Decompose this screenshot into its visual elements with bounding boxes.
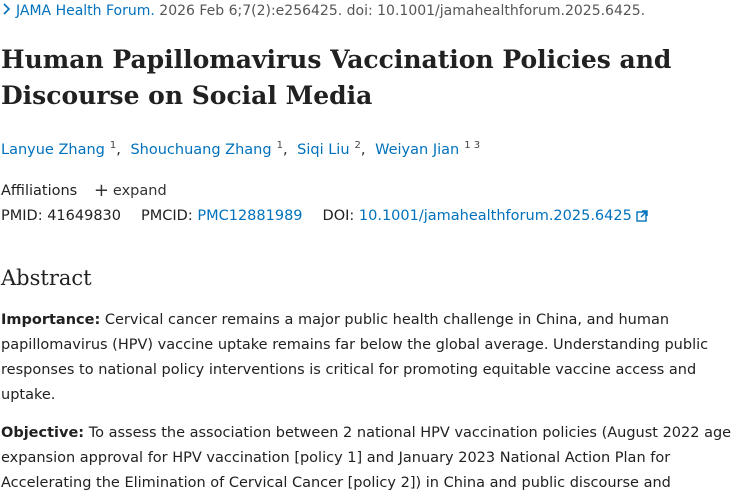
pmcid-label: PMCID:	[141, 208, 193, 224]
objective-paragraph	[1, 421, 736, 496]
author-affiliation-ref[interactable]: 1 3	[464, 140, 481, 151]
journal-link[interactable]: JAMA Health Forum.	[16, 3, 155, 19]
author-link[interactable]: Lanyue Zhang	[1, 142, 105, 158]
author-link[interactable]: Weiyan Jian	[375, 142, 460, 158]
chevron-right-icon[interactable]	[2, 3, 16, 19]
pmcid-link[interactable]: PMC12881989	[197, 208, 303, 224]
doi-label: DOI:	[322, 208, 355, 224]
objective-text: To assess the association between 2 national HPV vaccination policies (August 2022 age expansion approval for HPV vaccination [policy 1] and January 2023 National Action Plan for Accelerating the Elimination of Cervical Cancer [policy 2]) in China and public discourse and	[1, 425, 732, 491]
pmid-value: 41649830	[47, 208, 122, 224]
plus-icon: +	[93, 180, 109, 201]
author-link[interactable]: Siqi Liu	[297, 142, 350, 158]
importance-text: Cervical cancer remains a major public health challenge in China, and human papillomavirus (HPV) vaccine uptake remains far below the global average. Understanding public responses to national policy interventions is critical for promoting equitable vaccine access and uptake.	[1, 312, 709, 403]
doi-link[interactable]: 10.1001/jamahealthforum.2025.6425	[358, 208, 632, 224]
affiliations-label: Affiliations	[1, 183, 78, 199]
external-link-icon[interactable]	[636, 210, 648, 226]
affiliations-row	[1, 180, 167, 201]
abstract-heading: Abstract	[1, 266, 92, 290]
author-list: Lanyue Zhang $^1$, Shouchuang Zhang $^1$, Siqi Liu $^2$, Weiyan Jian $^{1 3}$	[1, 140, 481, 158]
article-title: Human Papillomavirus Vaccination Policies and Discourse on Social Media	[1, 45, 672, 110]
author-affiliation-ref[interactable]: 1	[276, 140, 283, 151]
identifiers-row	[1, 208, 648, 226]
author-link[interactable]: Shouchuang Zhang	[130, 142, 272, 158]
affiliations-expand-button[interactable]	[93, 180, 167, 201]
expand-label: expand	[112, 183, 167, 199]
importance-label: Importance:	[1, 312, 101, 328]
author-affiliation-ref[interactable]: 2	[354, 140, 361, 151]
author-affiliation-ref[interactable]: 1	[109, 140, 117, 151]
citation-details: 2026 Feb 6;7(2):e256425. doi: 10.1001/jamahealthforum.2025.6425.	[159, 3, 646, 19]
objective-label: Objective:	[1, 425, 85, 441]
citation-line	[2, 3, 645, 19]
pmid-label: PMID:	[1, 208, 43, 224]
importance-paragraph	[1, 308, 736, 408]
